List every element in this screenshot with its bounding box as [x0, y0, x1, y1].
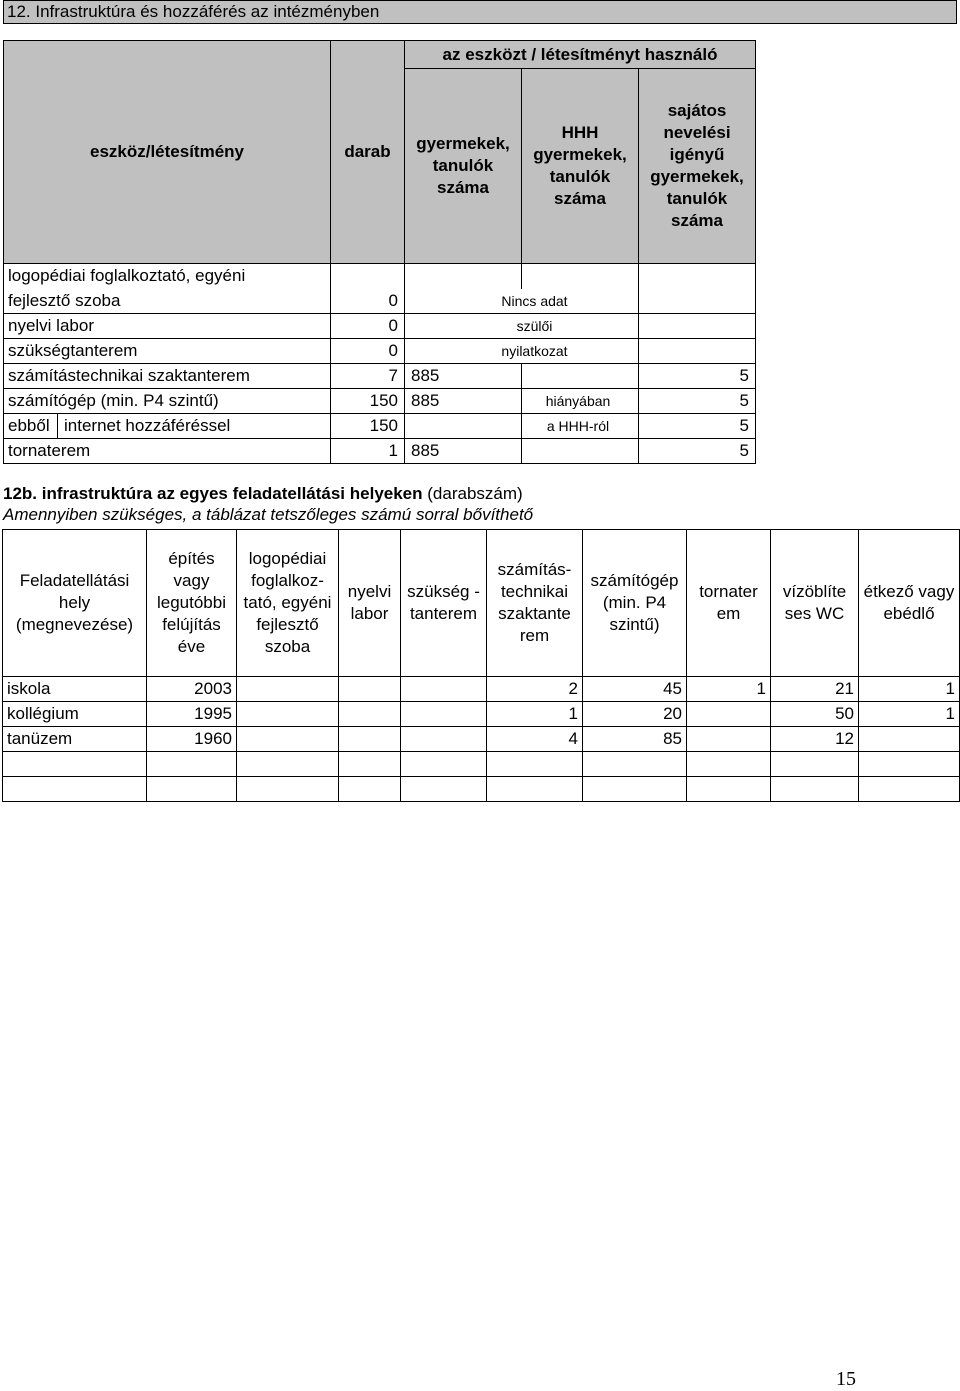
cell-site	[3, 752, 147, 777]
internet-sen: 5	[639, 414, 756, 439]
cell-logo	[237, 777, 339, 802]
wc-header: vízöblíte ses WC	[771, 530, 859, 677]
asset-logo-line1: logopédiai foglalkoztató, egyéni	[4, 264, 331, 289]
cell-pc	[583, 777, 687, 802]
gym-sen: 5	[639, 439, 756, 464]
asset-header: eszköz/létesítmény	[4, 41, 331, 264]
cell-it	[487, 777, 583, 802]
year-header: építés vagy legutóbbi felújítás éve	[147, 530, 237, 677]
logo-count: 0	[331, 289, 405, 314]
logo-header: logopédiai foglalkoz-tató, egyéni fejlesztő szoba	[237, 530, 339, 677]
page-number: 15	[836, 1368, 856, 1390]
internet-label: internet hozzáféréssel	[64, 416, 231, 435]
it-header: számítás-technikai szaktante rem	[487, 530, 583, 677]
cell-site	[3, 777, 147, 802]
cell-dining	[859, 752, 960, 777]
cell-site: tanüzem	[3, 727, 147, 752]
cell-it: 4	[487, 727, 583, 752]
cell-logo	[237, 677, 339, 702]
table-row	[3, 677, 960, 702]
cell-gym	[687, 777, 771, 802]
cell-gym	[687, 752, 771, 777]
cell-dining	[859, 727, 960, 752]
cell-lang	[339, 677, 401, 702]
asset-gym: tornaterem	[4, 439, 331, 464]
note-line-1: Nincs adat	[405, 289, 639, 314]
pc-header: számítógép (min. P4 szintű)	[583, 530, 687, 677]
cell-wc: 50	[771, 702, 859, 727]
cell-year	[147, 752, 237, 777]
dining-header: étkező vagy ebédlő	[859, 530, 960, 677]
note-line-2: szülői	[405, 314, 639, 339]
pc-count: 150	[331, 389, 405, 414]
section2-title	[3, 484, 523, 504]
cell-logo	[237, 702, 339, 727]
pc-sen: 5	[639, 389, 756, 414]
gym-count: 1	[331, 439, 405, 464]
note-line-4: hiányában	[522, 389, 639, 414]
cell-need	[401, 727, 487, 752]
note-line-3: nyilatkozat	[405, 339, 639, 364]
asset-need-room: szükségtanterem	[4, 339, 331, 364]
cell-need	[401, 777, 487, 802]
pc-children: 885	[405, 389, 522, 414]
cell-dining: 1	[859, 677, 960, 702]
cell-need	[401, 702, 487, 727]
cell-it: 2	[487, 677, 583, 702]
cell-gym	[687, 702, 771, 727]
cell-year: 1960	[147, 727, 237, 752]
cell-need	[401, 752, 487, 777]
cell-it	[487, 752, 583, 777]
cell-pc	[583, 752, 687, 777]
section2-title-unit: (darabszám)	[427, 484, 523, 503]
cell-wc	[771, 777, 859, 802]
asset-it-room: számítástechnikai szaktanterem	[4, 364, 331, 389]
note-line-5: a HHH-ról	[522, 414, 639, 439]
cell-gym	[687, 727, 771, 752]
site-header: Feladatellátási hely (megnevezése)	[3, 530, 147, 677]
cell-logo	[237, 752, 339, 777]
cell-gym: 1	[687, 677, 771, 702]
children-header: gyermekek, tanulók száma	[405, 69, 522, 264]
gym-children: 885	[405, 439, 522, 464]
cell-site: kollégium	[3, 702, 147, 727]
of-which-label: ebből	[4, 414, 58, 438]
section2-title-bold: 12b. infrastruktúra az egyes feladatellátási helyeken	[3, 484, 423, 503]
user-group-header: az eszközt / létesítményt használó	[405, 41, 756, 69]
hhh-header: HHH gyermekek, tanulók száma	[522, 69, 639, 264]
table-row	[3, 777, 960, 802]
table-row	[3, 727, 960, 752]
cell-pc: 45	[583, 677, 687, 702]
cell-need	[401, 677, 487, 702]
cell-year: 1995	[147, 702, 237, 727]
it-count: 7	[331, 364, 405, 389]
count-header: darab	[331, 41, 405, 264]
need-count: 0	[331, 339, 405, 364]
cell-lang	[339, 752, 401, 777]
cell-pc: 20	[583, 702, 687, 727]
section-title: 12. Infrastruktúra és hozzáférés az intézményben	[3, 0, 957, 24]
asset-lang-lab: nyelvi labor	[4, 314, 331, 339]
sites-table	[2, 529, 960, 802]
it-sen: 5	[639, 364, 756, 389]
cell-year	[147, 777, 237, 802]
it-children: 885	[405, 364, 522, 389]
cell-site: iskola	[3, 677, 147, 702]
asset-pc: számítógép (min. P4 szintű)	[4, 389, 331, 414]
cell-it: 1	[487, 702, 583, 727]
cell-logo	[237, 727, 339, 752]
cell-lang	[339, 702, 401, 727]
internet-count: 150	[331, 414, 405, 439]
cell-wc: 21	[771, 677, 859, 702]
sen-header: sajátos nevelési igényű gyermekek, tanulók száma	[639, 69, 756, 264]
cell-lang	[339, 727, 401, 752]
need-header: szükség - tanterem	[401, 530, 487, 677]
table-row	[3, 702, 960, 727]
lang-header: nyelvi labor	[339, 530, 401, 677]
cell-year: 2003	[147, 677, 237, 702]
gym-header: tornater em	[687, 530, 771, 677]
section2-subtitle: Amennyiben szükséges, a táblázat tetszőleges számú sorral bővíthető	[3, 505, 534, 524]
asset-internet	[4, 414, 331, 439]
cell-wc	[771, 752, 859, 777]
cell-dining	[859, 777, 960, 802]
asset-logo-line2: fejlesztő szoba	[4, 289, 331, 314]
cell-dining: 1	[859, 702, 960, 727]
cell-pc: 85	[583, 727, 687, 752]
cell-wc: 12	[771, 727, 859, 752]
lang-count: 0	[331, 314, 405, 339]
table-row	[3, 752, 960, 777]
infrastructure-table	[3, 40, 756, 464]
cell-lang	[339, 777, 401, 802]
